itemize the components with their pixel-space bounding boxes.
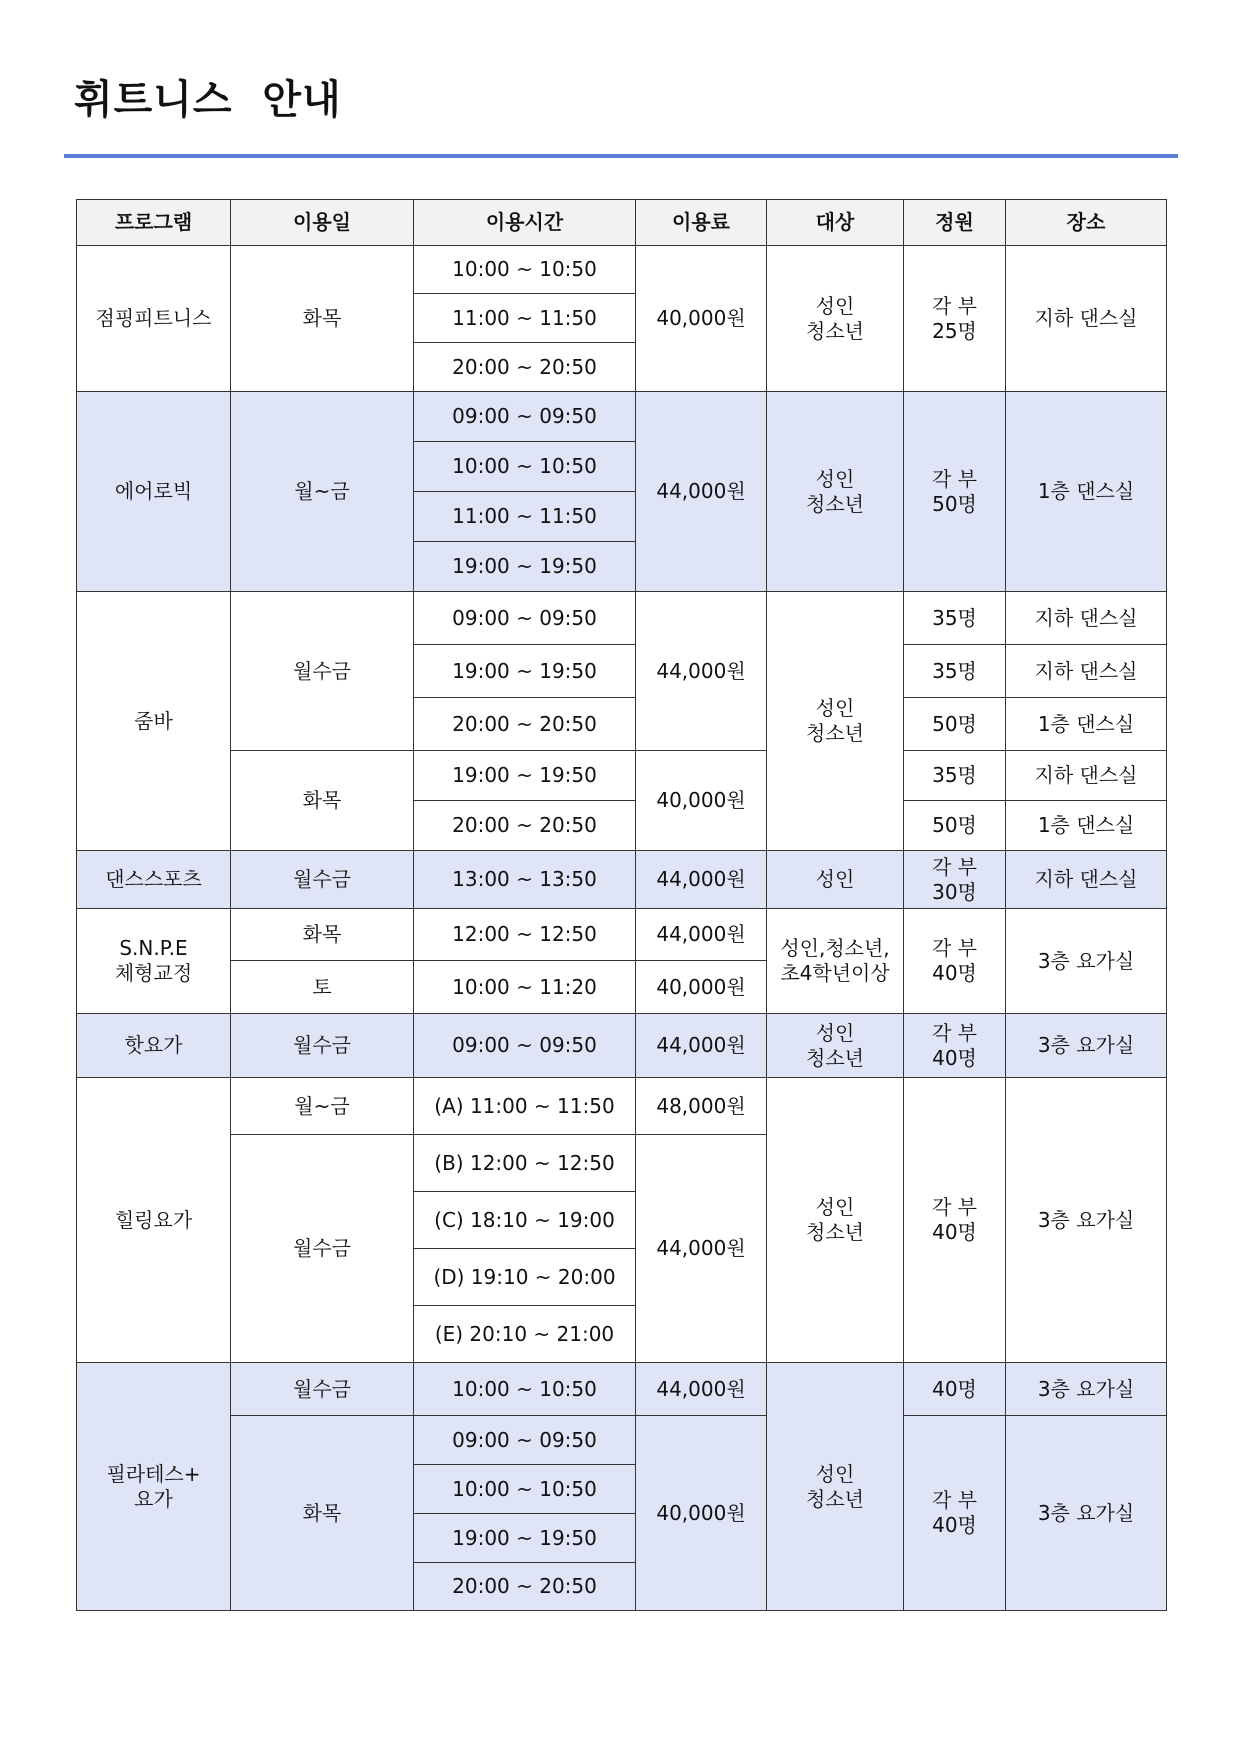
program-time: 09:00 ~ 09:50	[414, 592, 636, 645]
program-time: 12:00 ~ 12:50	[414, 909, 636, 961]
program-day: 월~금	[231, 392, 414, 592]
program-day: 화목	[231, 1416, 414, 1611]
program-fee: 44,000원	[636, 1014, 767, 1078]
header-row	[77, 200, 1167, 246]
program-name: 점핑피트니스	[77, 246, 231, 392]
table-row	[77, 1363, 1167, 1416]
program-name: 줌바	[77, 592, 231, 851]
program-capacity: 각 부 50명	[904, 392, 1006, 592]
program-capacity: 35명	[904, 645, 1006, 698]
program-fee: 40,000원	[636, 246, 767, 392]
program-fee: 44,000원	[636, 909, 767, 961]
program-fee: 44,000원	[636, 1363, 767, 1416]
program-fee: 44,000원	[636, 592, 767, 751]
table-row	[77, 851, 1167, 909]
program-time: 13:00 ~ 13:50	[414, 851, 636, 909]
table-row	[77, 592, 1167, 645]
program-fee: 48,000원	[636, 1078, 767, 1135]
program-time: 19:00 ~ 19:50	[414, 542, 636, 592]
program-capacity: 각 부 40명	[904, 1416, 1006, 1611]
header-capacity: 정원	[904, 200, 1006, 246]
program-day: 월수금	[231, 592, 414, 751]
program-time: 10:00 ~ 10:50	[414, 246, 636, 294]
program-capacity: 35명	[904, 751, 1006, 801]
program-day: 월수금	[231, 1135, 414, 1363]
program-target: 성인 청소년	[767, 1363, 904, 1611]
table-row	[77, 1014, 1167, 1078]
program-capacity: 35명	[904, 592, 1006, 645]
program-fee: 44,000원	[636, 851, 767, 909]
program-time: (C) 18:10 ~ 19:00	[414, 1192, 636, 1249]
header-program: 프로그램	[77, 200, 231, 246]
program-time: (A) 11:00 ~ 11:50	[414, 1078, 636, 1135]
program-time: 20:00 ~ 20:50	[414, 801, 636, 851]
program-fee: 44,000원	[636, 392, 767, 592]
program-capacity: 각 부 25명	[904, 246, 1006, 392]
table-row	[77, 1078, 1167, 1135]
program-time: 20:00 ~ 20:50	[414, 343, 636, 392]
header-day: 이용일	[231, 200, 414, 246]
program-day: 월수금	[231, 1363, 414, 1416]
program-place: 3층 요가실	[1006, 1078, 1167, 1363]
program-name: 에어로빅	[77, 392, 231, 592]
program-place: 지하 댄스실	[1006, 851, 1167, 909]
table-row	[77, 392, 1167, 442]
program-place: 지하 댄스실	[1006, 246, 1167, 392]
program-time: 10:00 ~ 10:50	[414, 1363, 636, 1416]
program-day: 토	[231, 961, 414, 1014]
program-fee: 40,000원	[636, 751, 767, 851]
program-time: (D) 19:10 ~ 20:00	[414, 1249, 636, 1306]
program-time: 19:00 ~ 19:50	[414, 645, 636, 698]
program-time: 09:00 ~ 09:50	[414, 1416, 636, 1465]
program-day: 월수금	[231, 1014, 414, 1078]
header-time: 이용시간	[414, 200, 636, 246]
table-row	[77, 1416, 1167, 1465]
program-place: 3층 요가실	[1006, 1416, 1167, 1611]
program-target: 성인 청소년	[767, 392, 904, 592]
program-time: 20:00 ~ 20:50	[414, 698, 636, 751]
program-place: 지하 댄스실	[1006, 592, 1167, 645]
program-time: 09:00 ~ 09:50	[414, 392, 636, 442]
header-target: 대상	[767, 200, 904, 246]
program-time: (B) 12:00 ~ 12:50	[414, 1135, 636, 1192]
program-capacity: 각 부 40명	[904, 1014, 1006, 1078]
program-time: 09:00 ~ 09:50	[414, 1014, 636, 1078]
title-underline	[64, 154, 1178, 158]
program-day: 월~금	[231, 1078, 414, 1135]
program-place: 3층 요가실	[1006, 1363, 1167, 1416]
program-capacity: 각 부 40명	[904, 1078, 1006, 1363]
program-day: 월수금	[231, 851, 414, 909]
program-capacity: 40명	[904, 1363, 1006, 1416]
program-target: 성인	[767, 851, 904, 909]
program-time: 11:00 ~ 11:50	[414, 294, 636, 343]
program-time: 19:00 ~ 19:50	[414, 1514, 636, 1563]
program-capacity: 각 부 30명	[904, 851, 1006, 909]
table-row	[77, 246, 1167, 294]
program-place: 지하 댄스실	[1006, 751, 1167, 801]
header-fee: 이용료	[636, 200, 767, 246]
program-place: 1층 댄스실	[1006, 392, 1167, 592]
program-day: 화목	[231, 751, 414, 851]
program-name: 핫요가	[77, 1014, 231, 1078]
program-capacity: 50명	[904, 698, 1006, 751]
program-time: 20:00 ~ 20:50	[414, 1563, 636, 1611]
program-target: 성인,청소년, 초4학년이상	[767, 909, 904, 1014]
program-name: 필라테스+ 요가	[77, 1363, 231, 1611]
program-target: 성인 청소년	[767, 1014, 904, 1078]
program-place: 1층 댄스실	[1006, 698, 1167, 751]
program-name: 댄스스포츠	[77, 851, 231, 909]
page-title: 휘트니스 안내	[74, 77, 342, 123]
table-row	[77, 909, 1167, 961]
program-target: 성인 청소년	[767, 592, 904, 851]
program-place: 1층 댄스실	[1006, 801, 1167, 851]
program-place: 3층 요가실	[1006, 1014, 1167, 1078]
program-target: 성인 청소년	[767, 246, 904, 392]
program-name: S.N.P.E 체형교정	[77, 909, 231, 1014]
header-place: 장소	[1006, 200, 1167, 246]
program-time: 11:00 ~ 11:50	[414, 492, 636, 542]
program-capacity: 50명	[904, 801, 1006, 851]
program-time: (E) 20:10 ~ 21:00	[414, 1306, 636, 1363]
program-capacity: 각 부 40명	[904, 909, 1006, 1014]
program-time: 10:00 ~ 10:50	[414, 1465, 636, 1514]
program-day: 화목	[231, 909, 414, 961]
program-time: 10:00 ~ 10:50	[414, 442, 636, 492]
program-time: 19:00 ~ 19:50	[414, 751, 636, 801]
program-place: 3층 요가실	[1006, 909, 1167, 1014]
program-day: 화목	[231, 246, 414, 392]
table-row	[77, 751, 1167, 801]
program-fee: 44,000원	[636, 1135, 767, 1363]
program-fee: 40,000원	[636, 961, 767, 1014]
program-place: 지하 댄스실	[1006, 645, 1167, 698]
program-time: 10:00 ~ 11:20	[414, 961, 636, 1014]
program-name: 힐링요가	[77, 1078, 231, 1363]
fitness-schedule-table	[76, 199, 1167, 1611]
program-fee: 40,000원	[636, 1416, 767, 1611]
program-target: 성인 청소년	[767, 1078, 904, 1363]
